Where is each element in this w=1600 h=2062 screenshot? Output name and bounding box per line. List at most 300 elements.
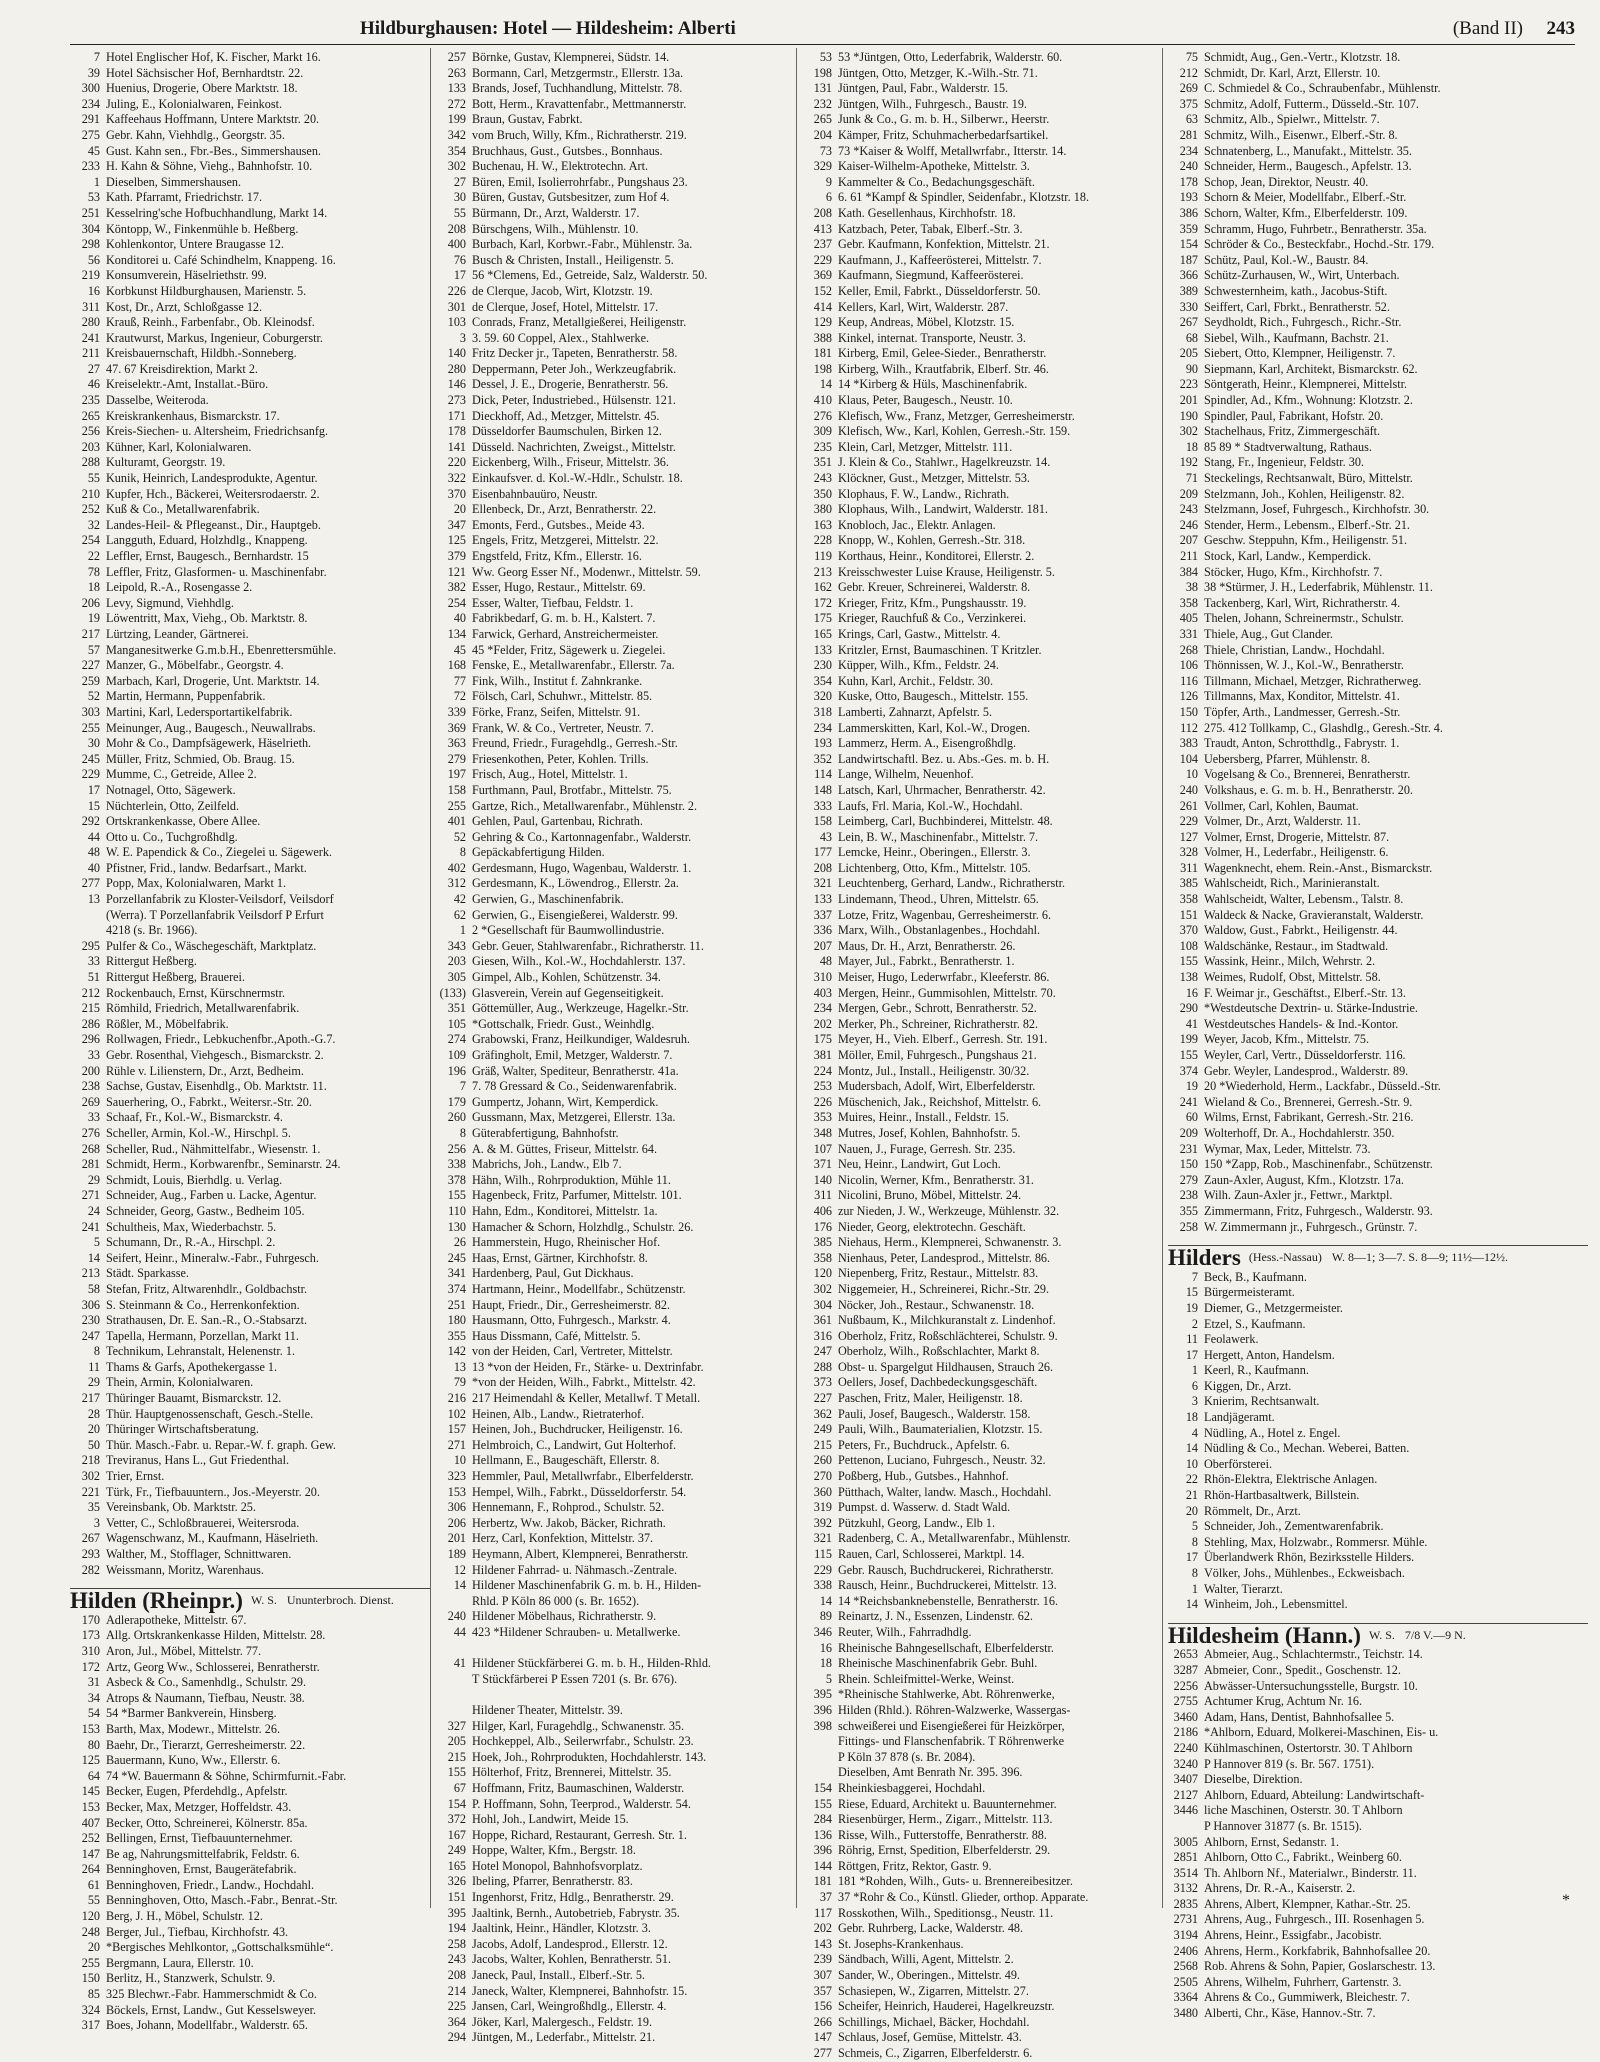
listing-text: Bürschgens, Wilh., Mühlenstr. 10. bbox=[472, 221, 639, 236]
listing-text: Thiele, Christian, Landw., Hochdahl. bbox=[1204, 642, 1385, 657]
phone-number: 80 bbox=[87, 1737, 100, 1752]
listing-row bbox=[436, 502, 796, 518]
phone-number: 155 bbox=[813, 1796, 832, 1811]
listing-row bbox=[802, 986, 1162, 1002]
listing-row bbox=[436, 1937, 796, 1953]
listing-text: Röttgen, Fritz, Rektor, Gastr. 9. bbox=[838, 1858, 992, 1873]
phone-number: 150 bbox=[1179, 704, 1198, 719]
listing-text: Kirberg, Wilh., Krautfabrik, Elberf. Str. 46. bbox=[838, 361, 1049, 376]
phone-number: 116 bbox=[1180, 673, 1198, 688]
listing-row bbox=[436, 175, 796, 191]
listing-row bbox=[802, 331, 1162, 347]
listing-row bbox=[70, 1784, 430, 1800]
phone-number: 323 bbox=[447, 1469, 466, 1484]
listing-text: Gebr. Ruhrberg, Lacke, Walderstr. 48. bbox=[838, 1921, 1024, 1936]
listing-row bbox=[1168, 1803, 1588, 1819]
phone-number: 6 bbox=[1191, 1378, 1198, 1393]
listing-row bbox=[1168, 315, 1588, 331]
phone-number: 398 bbox=[813, 1718, 832, 1733]
listing-text: Dick, Peter, Industriebed., Hülsenstr. 121. bbox=[472, 393, 676, 408]
listing-text: Tillmann, Michael, Metzger, Richratherweg. bbox=[1204, 673, 1422, 688]
listing-text: Lammerz, Herm. A., Eisengroßhdlg. bbox=[838, 736, 1017, 751]
phone-number: 374 bbox=[447, 1281, 466, 1296]
listing-row bbox=[802, 1110, 1162, 1126]
listing-text: Leimberg, Carl, Buchbinderei, Mittelstr. 48. bbox=[838, 814, 1053, 829]
phone-number: 172 bbox=[813, 595, 832, 610]
city-section-heading bbox=[1168, 1245, 1588, 1271]
phone-number: 298 bbox=[81, 237, 100, 252]
listing-text: Thelen, Johann, Schreinermstr., Schulstr. bbox=[1204, 611, 1404, 626]
listing-row bbox=[436, 611, 796, 627]
phone-number: 355 bbox=[447, 1328, 466, 1343]
phone-number: 53 bbox=[819, 50, 832, 64]
listing-row bbox=[1168, 1472, 1588, 1488]
listing-text: Heymann, Albert, Klempnerei, Benratherstr. bbox=[472, 1547, 689, 1561]
listing-text: Völker, Johs., Mühlenbes., Eckweisbach. bbox=[1204, 1566, 1405, 1580]
listing-row bbox=[436, 237, 796, 253]
phone-number: 208 bbox=[813, 860, 832, 875]
phone-number: 42 bbox=[453, 892, 466, 907]
listing-text: P Hannover 31877 (s. Br. 1515). bbox=[1204, 1818, 1362, 1833]
listing-row bbox=[802, 1032, 1162, 1048]
listing-text: Fittings- und Flanschenfabrik. T Röhrenwerke bbox=[838, 1734, 1064, 1749]
listing-row bbox=[436, 253, 796, 269]
listing-row bbox=[802, 674, 1162, 690]
phone-number: 11 bbox=[1186, 1332, 1198, 1347]
phone-number: 71 bbox=[1185, 471, 1198, 486]
phone-number: 309 bbox=[813, 424, 832, 439]
phone-number: 246 bbox=[1179, 517, 1198, 532]
phone-number: 310 bbox=[81, 1643, 100, 1658]
listing-row bbox=[70, 346, 430, 362]
listing-row bbox=[436, 580, 796, 596]
listing-text: T Stückfärberei P Essen 7201 (s. Br. 676). bbox=[472, 1671, 678, 1686]
phone-number: 151 bbox=[447, 1890, 466, 1905]
listing-text: Kesselring'sche Hofbuchhandlung, Markt 14. bbox=[106, 205, 328, 220]
listing-text: Giesen, Wilh., Kol.-W., Hochdahlerstr. 137. bbox=[472, 954, 686, 969]
listing-text: Schmitz, Alb., Spielwr., Mittelstr. 7. bbox=[1204, 112, 1380, 127]
phone-number: 271 bbox=[81, 1188, 100, 1203]
listing-row bbox=[802, 502, 1162, 518]
listing-text: Mohr & Co., Dampfsägewerk, Häselrieth. bbox=[106, 736, 312, 751]
listing-text: 4218 (s. Br. 1966). bbox=[106, 923, 198, 938]
listing-row bbox=[436, 471, 796, 487]
phone-number: 221 bbox=[81, 1484, 100, 1499]
listing-text: Oberholz, Fritz, Roßschlächterei, Schulstr. 9. bbox=[838, 1328, 1058, 1343]
phone-number: 351 bbox=[447, 1001, 466, 1016]
phone-number: 251 bbox=[447, 1297, 466, 1312]
listing-row bbox=[802, 767, 1162, 783]
listing-row bbox=[70, 1220, 430, 1236]
listing-text: Gebr. Weyler, Landesprod., Walderstr. 89. bbox=[1204, 1063, 1409, 1078]
listing-text: 325 Blechwr.-Fabr. Hammerschmidt & Co. bbox=[106, 1987, 317, 2002]
phone-number: 76 bbox=[453, 252, 466, 267]
listing-row bbox=[70, 611, 430, 627]
phone-number: 14 bbox=[453, 1578, 466, 1593]
listing-text: P Hannover 819 (s. Br. 567. 1751). bbox=[1204, 1756, 1375, 1771]
phone-number: 328 bbox=[1179, 845, 1198, 860]
listing-row bbox=[436, 1500, 796, 1516]
listing-row bbox=[1168, 424, 1588, 440]
listing-row bbox=[802, 1142, 1162, 1158]
listing-text: Heinen, Alb., Landw., Rietraterhof. bbox=[472, 1406, 645, 1421]
listing-row bbox=[70, 1862, 430, 1878]
listing-text: Römhild, Friedrich, Metallwarenfabrik. bbox=[106, 1001, 300, 1016]
listing-text: de Clerque, Josef, Hotel, Mittelstr. 17. bbox=[472, 299, 659, 314]
listing-text: Tapella, Hermann, Porzellan, Markt 11. bbox=[106, 1328, 299, 1343]
listing-text: Schlaus, Josef, Gemüse, Mittelstr. 43. bbox=[838, 2030, 1022, 2045]
listing-row bbox=[802, 1984, 1162, 2000]
listing-row bbox=[70, 845, 430, 861]
listing-text: Achtumer Krug, Achtum Nr. 16. bbox=[1204, 1694, 1363, 1709]
listing-row bbox=[802, 1687, 1162, 1703]
listing-text: Oberholz, Wilh., Roßschlachter, Markt 8. bbox=[838, 1344, 1040, 1359]
listing-text: Gebr. Kahn, Viehhdlg., Georgstr. 35. bbox=[106, 127, 285, 142]
phone-number: 14 bbox=[819, 377, 832, 392]
listing-row bbox=[802, 1516, 1162, 1532]
listing-row bbox=[436, 1126, 796, 1142]
listing-row bbox=[1168, 939, 1588, 955]
listing-row bbox=[436, 1921, 796, 1937]
listing-row bbox=[802, 1001, 1162, 1017]
phone-number: 304 bbox=[81, 221, 100, 236]
listing-row bbox=[436, 1641, 796, 1657]
listing-row bbox=[436, 1422, 796, 1438]
listing-row bbox=[1168, 1504, 1588, 1520]
listing-text: *Gottschalk, Friedr. Gust., Weinhdlg. bbox=[472, 1016, 655, 1031]
phone-number: 234 bbox=[813, 720, 832, 735]
listing-row bbox=[436, 1251, 796, 1267]
listing-row bbox=[1168, 268, 1588, 284]
listing-row bbox=[436, 518, 796, 534]
listing-row bbox=[436, 346, 796, 362]
listing-text: Muires, Heinr., Install., Feldstr. 15. bbox=[838, 1110, 1009, 1125]
listing-row bbox=[802, 1890, 1162, 1906]
listing-row bbox=[70, 315, 430, 331]
listing-row bbox=[1168, 284, 1588, 300]
phone-number bbox=[70, 908, 106, 924]
listing-text: 20 *Wiederhold, Herm., Lackfabr., Düsseld.-Str. bbox=[1204, 1079, 1441, 1094]
listing-text: Lamberti, Zahnarzt, Apfelstr. 5. bbox=[838, 704, 992, 719]
listing-row bbox=[802, 923, 1162, 939]
column-4 bbox=[1168, 50, 1588, 2022]
phone-number: 5 bbox=[93, 1235, 100, 1250]
listing-text: Gräß, Walter, Spediteur, Benratherstr. 41a. bbox=[472, 1063, 679, 1078]
phone-number: 348 bbox=[813, 1125, 832, 1140]
listing-row bbox=[1168, 565, 1588, 581]
listing-row bbox=[802, 658, 1162, 674]
phone-number: 264 bbox=[81, 1862, 100, 1877]
listing-text: Börnke, Gustav, Klempnerei, Südstr. 14. bbox=[472, 50, 670, 64]
listing-text: Artz, Georg Ww., Schlosserei, Benratherstr. bbox=[106, 1659, 320, 1674]
listing-text: 13 *von der Heiden, Fr., Stärke- u. Dextrinfabr. bbox=[472, 1359, 704, 1374]
phone-number: 177 bbox=[813, 845, 832, 860]
listing-text: Waldeck & Nacke, Gravieranstalt, Walderstr. bbox=[1204, 907, 1424, 922]
listing-row bbox=[70, 377, 430, 393]
listing-text: Mergen, Heinr., Gummisohlen, Mittelstr. 70. bbox=[838, 985, 1056, 1000]
listing-text: Frisch, Aug., Hotel, Mittelstr. 1. bbox=[472, 767, 628, 782]
listing-text: Küpper, Wilh., Kfm., Feldstr. 24. bbox=[838, 658, 999, 673]
phone-number: 16 bbox=[819, 1640, 832, 1655]
listing-row bbox=[802, 1656, 1162, 1672]
listing-text: Schneider, Herm., Baugesch., Apfelstr. 13. bbox=[1204, 159, 1412, 174]
listing-row bbox=[802, 611, 1162, 627]
phone-number: 3287 bbox=[1173, 1662, 1198, 1677]
listing-row bbox=[1168, 1741, 1588, 1757]
phone-number: 201 bbox=[447, 1531, 466, 1546]
listing-row bbox=[436, 1235, 796, 1251]
listing-row bbox=[436, 1095, 796, 1111]
listing-text: Schnatenberg, L., Manufakt., Mittelstr. 35. bbox=[1204, 143, 1412, 158]
listing-text: Peters, Fr., Buchdruck., Apfelstr. 6. bbox=[838, 1437, 1010, 1452]
listing-row bbox=[436, 1516, 796, 1532]
listing-text: Treviranus, Hans L., Gut Friedenthal. bbox=[106, 1453, 290, 1468]
phone-number: 1 bbox=[459, 923, 466, 938]
listing-row bbox=[1168, 502, 1588, 518]
listing-row bbox=[1168, 814, 1588, 830]
listing-text: Schultheis, Max, Wiederbachstr. 5. bbox=[106, 1219, 277, 1234]
phone-number: 8 bbox=[93, 1344, 100, 1359]
listing-text: 47. 67 Kreisdirektion, Markt 2. bbox=[106, 361, 258, 376]
listing-text: Volmer, Dr., Arzt, Walderstr. 11. bbox=[1204, 814, 1361, 829]
phone-number: 163 bbox=[813, 517, 832, 532]
listing-row bbox=[436, 1282, 796, 1298]
phone-number: 269 bbox=[1179, 81, 1198, 96]
listing-text: Pettenon, Luciano, Fuhrgesch., Neustr. 32. bbox=[838, 1453, 1046, 1468]
listing-text: Gebr. Kaufmann, Konfektion, Mittelstr. 21. bbox=[838, 237, 1050, 252]
phone-number: 353 bbox=[813, 1110, 832, 1125]
listing-row bbox=[1168, 471, 1588, 487]
phone-number: 212 bbox=[81, 985, 100, 1000]
listing-text: Ahrens, Aug., Fuhrgesch., III. Rosenhagen 5. bbox=[1204, 1912, 1425, 1927]
listing-text: Nicolin, Werner, Kfm., Benratherstr. 31. bbox=[838, 1172, 1034, 1187]
listing-text: Herz, Carl, Konfektion, Mittelstr. 37. bbox=[472, 1531, 654, 1546]
phone-number: 55 bbox=[87, 471, 100, 486]
phone-number: 3407 bbox=[1173, 1772, 1198, 1787]
listing-row bbox=[1168, 1032, 1588, 1048]
listing-row bbox=[436, 643, 796, 659]
listing-row bbox=[802, 1952, 1162, 1968]
phone-number: 56 bbox=[87, 252, 100, 267]
phone-number: 202 bbox=[813, 1016, 832, 1031]
phone-number bbox=[436, 1594, 472, 1610]
listing-row bbox=[70, 362, 430, 378]
phone-number: 167 bbox=[447, 1827, 466, 1842]
listing-text: Janeck, Walter, Klempnerei, Bahnhofstr. 15. bbox=[472, 1983, 688, 1998]
listing-text: Keup, Andreas, Möbel, Klotzstr. 15. bbox=[838, 315, 1015, 330]
listing-text: liche Maschinen, Osterstr. 30. T Ahlborn bbox=[1204, 1803, 1403, 1818]
phone-number: 2851 bbox=[1173, 1850, 1198, 1865]
listing-text: Böckels, Ernst, Landw., Gut Kesselsweyer. bbox=[106, 2002, 317, 2017]
listing-row bbox=[70, 1391, 430, 1407]
phone-number: 3446 bbox=[1173, 1803, 1198, 1818]
listing-row bbox=[436, 1298, 796, 1314]
phone-number: 2 bbox=[1191, 1316, 1198, 1331]
listing-text: 181 *Rohden, Wilh., Guts- u. Brennereibesitzer. bbox=[838, 1874, 1073, 1889]
listing-row bbox=[802, 2030, 1162, 2046]
listing-text: Haus Dissmann, Café, Mittelstr. 5. bbox=[472, 1328, 641, 1343]
phone-number: 170 bbox=[81, 1612, 100, 1627]
listing-row bbox=[802, 144, 1162, 160]
listing-row bbox=[70, 424, 430, 440]
listing-row bbox=[436, 97, 796, 113]
phone-number: 19 bbox=[87, 611, 100, 626]
listing-row bbox=[70, 1613, 430, 1629]
listing-row bbox=[802, 471, 1162, 487]
listing-text: Gerdesmann, Hugo, Wagenbau, Walderstr. 1. bbox=[472, 860, 692, 875]
listing-text: Conrads, Franz, Metallgießerei, Heiligenstr. bbox=[472, 315, 687, 330]
listing-text: Ahlborn, Ernst, Sedanstr. 1. bbox=[1204, 1834, 1340, 1849]
listing-row bbox=[1168, 643, 1588, 659]
listing-text: St. Josephs-Krankenhaus. bbox=[838, 1936, 964, 1951]
listing-text: Stang, Fr., Ingenieur, Feldstr. 30. bbox=[1204, 455, 1364, 470]
phone-number: 16 bbox=[1185, 985, 1198, 1000]
listing-text: Esser, Walter, Tiefbau, Feldstr. 1. bbox=[472, 595, 634, 610]
listing-text: Söntgerath, Heinr., Klempnerei, Mittelstr. bbox=[1204, 377, 1408, 392]
listing-text: Brands, Josef, Tuchhandlung, Mittelstr. 78. bbox=[472, 81, 683, 96]
listing-text: Technikum, Lehranstalt, Helenenstr. 1. bbox=[106, 1344, 296, 1359]
listing-row bbox=[70, 455, 430, 471]
phone-number: 30 bbox=[453, 190, 466, 205]
listing-row bbox=[436, 721, 796, 737]
phone-number: 154 bbox=[447, 1796, 466, 1811]
listing-text: Göttemüller, Aug., Werkzeuge, Hagelkr.-Str. bbox=[472, 1001, 689, 1016]
phone-number: 197 bbox=[447, 767, 466, 782]
listing-row bbox=[436, 939, 796, 955]
listing-text: Rhld. P Köln 86 000 (s. Br. 1652). bbox=[472, 1593, 640, 1608]
phone-number: 280 bbox=[447, 361, 466, 376]
listing-text: Katzbach, Peter, Tabak, Elberf.-Str. 3. bbox=[838, 221, 1023, 236]
phone-number: 211 bbox=[1180, 549, 1198, 563]
listing-row bbox=[1168, 237, 1588, 253]
phone-number: 263 bbox=[447, 65, 466, 80]
phone-number: 2256 bbox=[1173, 1678, 1198, 1693]
listing-text: Hohl, Joh., Landwirt, Meide 15. bbox=[472, 1812, 629, 1827]
phone-number: 302 bbox=[447, 159, 466, 174]
listing-row bbox=[802, 799, 1162, 815]
listing-text: Weyer, Jacob, Kfm., Mittelstr. 75. bbox=[1204, 1032, 1370, 1047]
listing-row bbox=[70, 1547, 430, 1563]
listing-row bbox=[1168, 440, 1588, 456]
phone-number: 355 bbox=[1179, 1203, 1198, 1218]
phone-number: 304 bbox=[813, 1297, 832, 1312]
listing-text: Otto u. Co., Tuchgroßhdlg. bbox=[106, 829, 238, 844]
phone-number: 75 bbox=[1185, 50, 1198, 64]
listing-row bbox=[802, 1220, 1162, 1236]
phone-number: 77 bbox=[453, 673, 466, 688]
listing-row bbox=[1168, 66, 1588, 82]
phone-number: 243 bbox=[447, 1952, 466, 1967]
phone-number: 15 bbox=[1185, 1285, 1198, 1300]
listing-row bbox=[1168, 300, 1588, 316]
phone-number: 324 bbox=[81, 2002, 100, 2017]
listing-text: Rauen, Carl, Schlosserei, Marktpl. 14. bbox=[838, 1547, 1025, 1561]
listing-text: S. Steinmann & Co., Herrenkonfektion. bbox=[106, 1297, 300, 1312]
phone-number: 154 bbox=[1179, 237, 1198, 252]
listing-text: Klefisch, Ww., Karl, Kohlen, Gerresh.-Str. 159. bbox=[838, 424, 1071, 439]
phone-number: 215 bbox=[813, 1437, 832, 1452]
listing-text: Hähn, Wilh., Rohrproduktion, Mühle 11. bbox=[472, 1172, 671, 1187]
phone-number: 205 bbox=[1179, 346, 1198, 361]
listing-text: Thür. Masch.-Fabr. u. Repar.-W. f. graph. Gew. bbox=[106, 1437, 336, 1452]
listing-text: Schmidt, Herm., Korbwarenfbr., Seminarstr. 24. bbox=[106, 1157, 341, 1172]
phone-number: 2127 bbox=[1173, 1787, 1198, 1802]
phone-number: 204 bbox=[813, 127, 832, 142]
listing-row bbox=[1168, 1881, 1588, 1897]
listing-row bbox=[70, 596, 430, 612]
phone-number: 3132 bbox=[1173, 1881, 1198, 1896]
phone-number: 16 bbox=[87, 283, 100, 298]
phone-number: 209 bbox=[1179, 1125, 1198, 1140]
phone-number: 354 bbox=[813, 673, 832, 688]
listing-text: Hahn, Edm., Konditorei, Mittelstr. 1a. bbox=[472, 1203, 658, 1218]
listing-text: Wagenknecht, ehem. Rein.-Anst., Bismarckstr. bbox=[1204, 860, 1433, 875]
phone-number: 402 bbox=[447, 860, 466, 875]
phone-number: 121 bbox=[447, 564, 466, 579]
phone-number: 205 bbox=[447, 1734, 466, 1749]
phone-number: 126 bbox=[1179, 689, 1198, 704]
listing-row bbox=[1168, 253, 1588, 269]
listing-row bbox=[1168, 736, 1588, 752]
phone-number: 255 bbox=[81, 1955, 100, 1970]
column-divider bbox=[1162, 48, 1163, 1908]
listing-text: Kupfer, Hch., Bäckerei, Weitersrodaerstr. 2. bbox=[106, 486, 320, 501]
listing-row bbox=[802, 1079, 1162, 1095]
listing-row bbox=[70, 986, 430, 1002]
listing-text: Mudersbach, Adolf, Wirt, Elberfelderstr. bbox=[838, 1079, 1036, 1094]
phone-number: 31 bbox=[87, 1675, 100, 1690]
listing-text: Berlitz, H., Stanzwerk, Schulstr. 9. bbox=[106, 1971, 276, 1986]
phone-number: 235 bbox=[81, 393, 100, 408]
phone-number: 301 bbox=[447, 299, 466, 314]
phone-number: 211 bbox=[82, 346, 100, 361]
listing-row bbox=[1168, 861, 1588, 877]
listing-text: Ahrens & Co., Gummiwerk, Bleichestr. 7. bbox=[1204, 1990, 1410, 2005]
listing-text: Fabrikbedarf, G. m. b. H., Kalstert. 7. bbox=[472, 611, 656, 626]
phone-number: 234 bbox=[81, 96, 100, 111]
phone-number: 223 bbox=[1179, 377, 1198, 392]
listing-row bbox=[1168, 1079, 1588, 1095]
listing-text: Esser, Hugo, Restaur., Mittelstr. 69. bbox=[472, 580, 646, 595]
phone-number: 9 bbox=[825, 174, 832, 189]
listing-row bbox=[802, 1064, 1162, 1080]
listing-text: Huenius, Drogerie, Obere Marktstr. 18. bbox=[106, 81, 298, 96]
phone-number: 337 bbox=[813, 907, 832, 922]
listing-text: Wahlscheidt, Walter, Lebensm., Talstr. 8. bbox=[1204, 892, 1404, 907]
listing-text: Beck, B., Kaufmann. bbox=[1204, 1269, 1307, 1284]
phone-number: 179 bbox=[447, 1094, 466, 1109]
phone-number: 3460 bbox=[1173, 1709, 1198, 1724]
listing-text: Gräfingholt, Emil, Metzger, Walderstr. 7. bbox=[472, 1048, 673, 1062]
listing-text: Hardenberg, Paul, Gut Dickhaus. bbox=[472, 1266, 634, 1281]
phone-number: 273 bbox=[447, 393, 466, 408]
phone-number: 102 bbox=[447, 1406, 466, 1421]
listing-text: Nußbaum, K., Milchkuranstalt z. Lindenhof. bbox=[838, 1313, 1056, 1328]
listing-text: Adlerapotheke, Mittelstr. 67. bbox=[106, 1612, 247, 1627]
listing-row bbox=[70, 1251, 430, 1267]
listing-text: Büren, Gustav, Gutsbesitzer, zum Hof 4. bbox=[472, 190, 670, 205]
listing-text: Rhön-Elektra, Elektrische Anlagen. bbox=[1204, 1472, 1378, 1487]
listing-row bbox=[1168, 1426, 1588, 1442]
phone-number: 235 bbox=[813, 439, 832, 454]
phone-number: 187 bbox=[1179, 252, 1198, 267]
phone-number: 229 bbox=[1179, 814, 1198, 829]
phone-number: 237 bbox=[813, 237, 832, 252]
listing-row bbox=[1168, 144, 1588, 160]
listing-text: Knobloch, Jac., Elektr. Anlagen. bbox=[838, 517, 996, 532]
phone-number: 209 bbox=[1179, 486, 1198, 501]
listing-row bbox=[436, 1750, 796, 1766]
